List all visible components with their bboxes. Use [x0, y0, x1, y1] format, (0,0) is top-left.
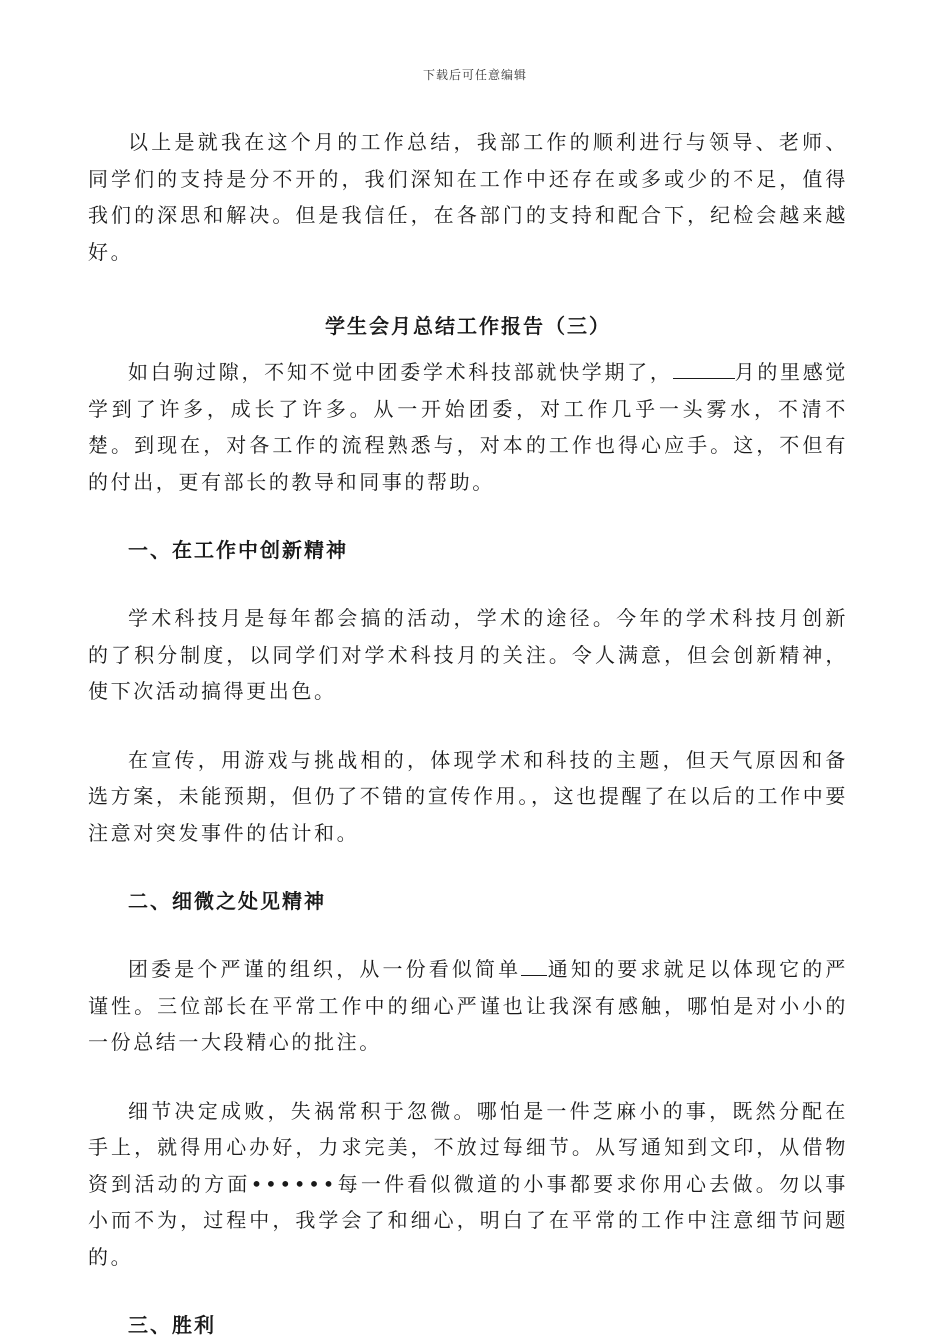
- paragraph-rigor-text-after: 通知的要求就足以体现它的严谨性。三位部长在平常工作中的细心严谨也让我深有感触，哪怕是对小小的一份总结一大段精心的批注。: [88, 957, 848, 1054]
- paragraph-intro-text-after: 月的里感觉学到了许多，成长了许多。从一开始团委，对工作几乎一头雾水，不清不楚。到现在，对各工作的流程熟悉与，对本的工作也得心应手。这，不但有的付出，更有部长的教导和同事的帮助。: [88, 360, 848, 494]
- paragraph-intro-text-before: 如白驹过隙，不知不觉中团委学术科技部就快学期了，: [128, 360, 673, 384]
- paragraph-publicity: 在宣传，用游戏与挑战相的，体现学术和科技的主题，但天气原因和备选方案，未能预期，但仍了不错的宣传作用。，这也提醒了在以后的工作中要注意对突发事件的估计和。: [88, 747, 848, 845]
- fill-in-blank: [673, 360, 735, 379]
- paragraph-rigor-text-before: 团委是个严谨的组织，从一份看似简单: [128, 957, 522, 981]
- page-header-note: 下载后可任意编辑: [422, 68, 527, 82]
- section-heading-success: 三、胜利: [128, 1313, 216, 1337]
- paragraph-details-matter: 细节决定成败，失祸常积于忽微。哪怕是一件芝麻小的事，既然分配在手上，就得用心办好，力求完美，不放过每细节。从写通知到文印，从借物资到活动的方面••••••每一件看似微道的小事都要求你用心去做。勿以事小而不为，过程中，我学会了和细心，明白了在平常的工作中注意细节问题的。: [88, 1098, 848, 1269]
- section-heading-details: 二、细微之处见精神: [128, 889, 326, 913]
- paragraph-summary: 以上是就我在这个月的工作总结，我部工作的顺利进行与领导、老师、同学们的支持是分不开的，我们深知在工作中还存在或多或少的不足，值得我们的深思和解决。但是我信任，在各部门的支持和配合下，纪检会越来越好。: [88, 130, 848, 264]
- paragraph-intro: [88, 354, 848, 500]
- paragraph-tech-month: 学术科技月是每年都会搞的活动，学术的途径。今年的学术科技月创新的了积分制度，以同学们对学术科技月的关注。令人满意，但会创新精神，使下次活动搞得更出色。: [88, 606, 848, 703]
- paragraph-rigor: [88, 951, 848, 1061]
- section-heading-innovation: 一、在工作中创新精神: [128, 538, 348, 562]
- document-title: 学生会月总结工作报告（三）: [325, 314, 611, 338]
- document-body: [88, 124, 848, 1343]
- fill-in-blank: [521, 957, 547, 976]
